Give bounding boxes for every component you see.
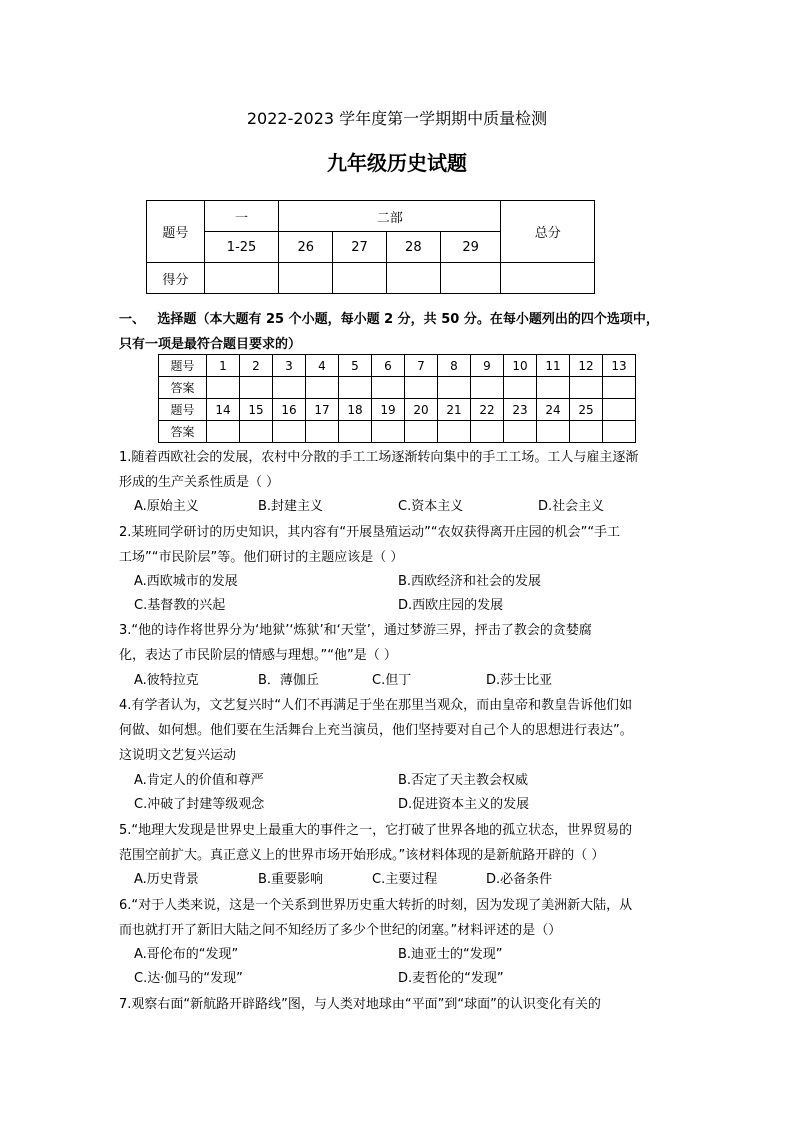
answer-header-daan: 答案	[159, 377, 207, 399]
q5-option-c[interactable]: C.主要过程	[372, 872, 438, 887]
q2-option-d[interactable]: D.西欧庄园的发展	[398, 598, 504, 613]
q1-option-b[interactable]: B.封建主义	[258, 499, 324, 514]
answer-cell[interactable]	[504, 377, 537, 399]
answer-cell[interactable]	[471, 421, 504, 443]
answer-header-tihao: 题号	[159, 399, 207, 421]
score-header-part2: 二部	[279, 201, 501, 232]
score-table	[146, 200, 595, 294]
q1-option-c[interactable]: C.资本主义	[398, 499, 464, 514]
question-4-line-2: 何做、如何想。他们要在生活舞台上充当演员，他们坚持要对自己个人的思想进行表达”。	[119, 723, 633, 738]
score-cell[interactable]	[440, 263, 501, 294]
q1-option-d[interactable]: D.社会主义	[538, 499, 605, 514]
q6-option-b[interactable]: B.迪亚士的“发现”	[398, 947, 503, 962]
q6-option-a[interactable]: A.哥伦布的“发现”	[134, 947, 239, 962]
answer-qnum: 23	[504, 399, 537, 421]
section-1-desc-2: 只有一项是最符合题目要求的）	[119, 337, 302, 352]
answer-qnum: 19	[372, 399, 405, 421]
question-3-line-2: 化，表达了市民阶层的情感与理想。”“他”是（ ）	[119, 648, 397, 663]
subject-title: 九年级历史试题	[327, 151, 467, 175]
section-1-num: 一、	[119, 312, 146, 327]
q2-option-c[interactable]: C.基督教的兴起	[134, 598, 226, 613]
answer-cell[interactable]	[306, 377, 339, 399]
answer-qnum: 14	[207, 399, 240, 421]
answer-header-daan: 答案	[159, 421, 207, 443]
score-cell[interactable]	[333, 263, 387, 294]
q5-option-a[interactable]: A.历史背景	[134, 872, 199, 887]
answer-qnum: 1	[207, 355, 240, 377]
answer-qnum: 16	[273, 399, 306, 421]
question-2-line-2: 工场”“市民阶层”等。他们研讨的主题应该是（ ）	[119, 550, 404, 565]
answer-cell[interactable]	[405, 421, 438, 443]
q6-option-d[interactable]: D.麦哲伦的“发现”	[398, 971, 504, 986]
question-7-line-1: 7.观察右面“新航路开辟路线”图，与人类对地球由“平面”到“球面”的认识变化有关的	[119, 997, 601, 1012]
answer-qnum: 5	[339, 355, 372, 377]
answer-cell[interactable]	[240, 377, 273, 399]
answer-cell[interactable]	[339, 377, 372, 399]
answer-cell[interactable]	[372, 421, 405, 443]
question-5	[119, 818, 679, 868]
answer-qnum: 8	[438, 355, 471, 377]
score-cell[interactable]	[386, 263, 440, 294]
q3-option-c[interactable]: C.但丁	[372, 673, 412, 688]
question-1-line-1: 1.随着西欧社会的发展，农村中分散的手工工场逐渐转向集中的手工工场。工人与雇主逐渐	[119, 450, 639, 465]
answer-cell[interactable]	[504, 421, 537, 443]
score-col-27: 27	[333, 232, 387, 263]
q3-option-d[interactable]: D.莎士比亚	[486, 673, 553, 688]
q2-option-a[interactable]: A.西欧城市的发展	[134, 574, 238, 589]
answer-qnum: 7	[405, 355, 438, 377]
q1-option-a[interactable]: A.原始主义	[134, 499, 199, 514]
question-1-line-2: 形成的生产关系性质是（ ）	[119, 475, 280, 490]
q3-option-a[interactable]: A.彼特拉克	[134, 673, 199, 688]
answer-cell[interactable]	[405, 377, 438, 399]
score-header-tihao: 题号	[147, 201, 205, 263]
score-col-26: 26	[279, 232, 333, 263]
answer-qnum: 6	[372, 355, 405, 377]
score-col-28: 28	[386, 232, 440, 263]
answer-table	[158, 354, 636, 443]
question-7	[119, 992, 679, 1017]
question-3	[119, 618, 679, 668]
answer-qnum: 2	[240, 355, 273, 377]
answer-cell[interactable]	[603, 421, 636, 443]
answer-cell[interactable]	[207, 377, 240, 399]
question-4-line-1: 4.有学者认为，文艺复兴时“人们不再满足于坐在那里当观众，而由皇帝和教皇告诉他们如	[119, 698, 633, 713]
answer-cell[interactable]	[306, 421, 339, 443]
answer-qnum: 10	[504, 355, 537, 377]
q4-option-b[interactable]: B.否定了天主教会权威	[398, 773, 529, 788]
score-row-defen: 得分	[147, 263, 205, 294]
question-6-line-2: 而也就打开了新旧大陆之间不知经历了多少个世纪的闭塞。”材料评述的是（）	[119, 923, 562, 938]
score-cell[interactable]	[501, 263, 595, 294]
answer-qnum: 25	[570, 399, 603, 421]
answer-qnum: 11	[537, 355, 570, 377]
q2-option-b[interactable]: B.西欧经济和社会的发展	[398, 574, 542, 589]
answer-qnum: 3	[273, 355, 306, 377]
question-6	[119, 893, 679, 943]
answer-cell[interactable]	[273, 377, 306, 399]
answer-qnum: 4	[306, 355, 339, 377]
score-header-part1: 一	[204, 201, 279, 232]
question-4-line-3: 这说明文艺复兴运动	[119, 748, 237, 763]
exam-title: 2022-2023 学年度第一学期期中质量检测	[246, 109, 548, 128]
question-2	[119, 520, 679, 570]
answer-qnum: 24	[537, 399, 570, 421]
score-col-29: 29	[440, 232, 501, 263]
answer-qnum: 12	[570, 355, 603, 377]
answer-qnum: 21	[438, 399, 471, 421]
q4-option-a[interactable]: A.肯定人的价值和尊严	[134, 773, 264, 788]
q4-option-c[interactable]: C.冲破了封建等级观念	[134, 797, 265, 812]
question-5-line-1: 5.“地理大发现是世界史上最重大的事件之一，它打破了世界各地的孤立状态，世界贸易的	[119, 823, 633, 838]
answer-header-tihao: 题号	[159, 355, 207, 377]
answer-qnum: 20	[405, 399, 438, 421]
q4-option-d[interactable]: D.促进资本主义的发展	[398, 797, 530, 812]
answer-cell[interactable]	[537, 377, 570, 399]
question-4	[119, 693, 679, 768]
answer-cell[interactable]	[537, 421, 570, 443]
answer-cell[interactable]	[273, 421, 306, 443]
score-header-total: 总分	[501, 201, 595, 263]
section-1-label: 选择题	[157, 312, 197, 327]
section-1-desc-1: （本大题有 25 个小题，每小题 2 分，共 50 分。在每小题列出的四个选项中，	[196, 312, 659, 327]
question-1	[119, 445, 679, 495]
q5-option-b[interactable]: B.重要影响	[258, 872, 324, 887]
answer-cell[interactable]	[471, 377, 504, 399]
answer-qnum: 13	[603, 355, 636, 377]
q5-option-d[interactable]: D.必备条件	[486, 872, 553, 887]
answer-qnum: 9	[471, 355, 504, 377]
section-1-heading	[119, 307, 679, 357]
answer-cell[interactable]	[570, 421, 603, 443]
answer-cell[interactable]	[570, 377, 603, 399]
answer-qnum	[603, 399, 636, 421]
score-cell[interactable]	[279, 263, 333, 294]
question-3-line-1: 3.“他的诗作将世界分为‘地狱’‘炼狱’和‘天堂’，通过梦游三界，抨击了教会的贪婪腐	[119, 623, 592, 638]
score-cell[interactable]	[204, 263, 279, 294]
answer-cell[interactable]	[603, 377, 636, 399]
answer-cell[interactable]	[438, 421, 471, 443]
answer-cell[interactable]	[240, 421, 273, 443]
answer-cell[interactable]	[372, 377, 405, 399]
answer-cell[interactable]	[339, 421, 372, 443]
answer-qnum: 17	[306, 399, 339, 421]
question-5-line-2: 范围空前扩大。真正意义上的世界市场开始形成。”该材料体现的是新航路开辟的（ ）	[119, 848, 605, 863]
answer-cell[interactable]	[438, 377, 471, 399]
answer-qnum: 15	[240, 399, 273, 421]
q6-option-c[interactable]: C.达·伽马的“发现”	[134, 971, 243, 986]
q3-option-b[interactable]: B．薄伽丘	[258, 673, 319, 688]
answer-qnum: 22	[471, 399, 504, 421]
answer-qnum: 18	[339, 399, 372, 421]
answer-cell[interactable]	[207, 421, 240, 443]
question-6-line-1: 6.“对于人类来说，这是一个关系到世界历史重大转折的时刻，因为发现了美洲新大陆，从	[119, 898, 633, 913]
score-col-1-25: 1-25	[204, 232, 279, 263]
question-2-line-1: 2.某班同学研讨的历史知识，其内容有“开展垦殖运动”“农奴获得离开庄园的机会”“手工	[119, 525, 621, 540]
